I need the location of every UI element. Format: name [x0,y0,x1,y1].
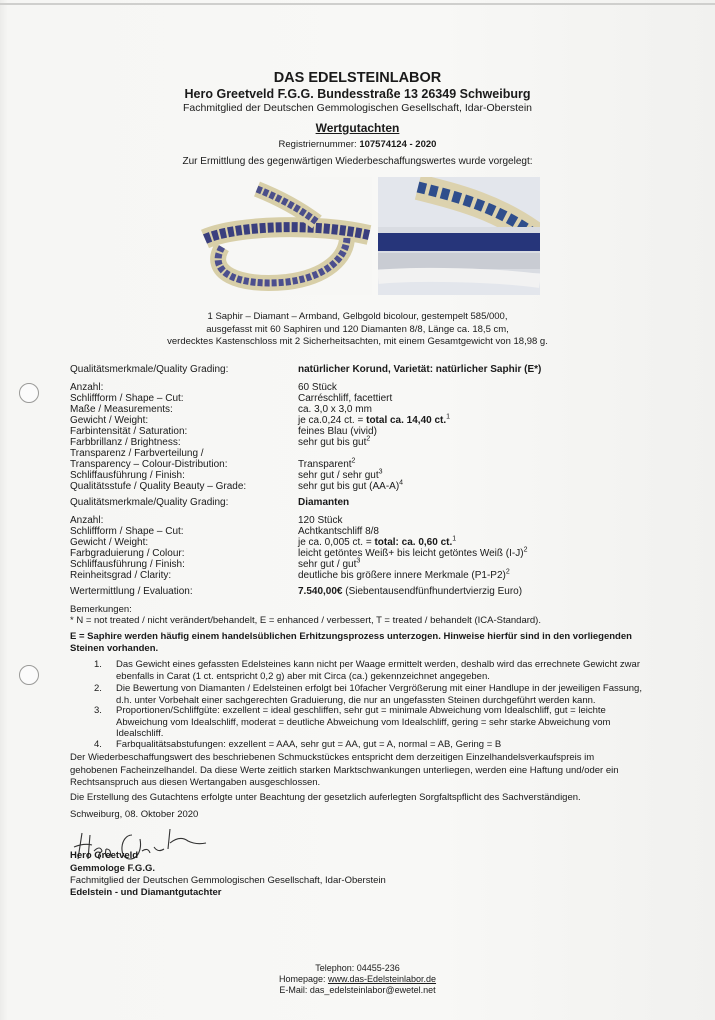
field-label: Schliffausführung / Finish: [70,470,185,481]
field-value [298,548,527,559]
footer-homepage [0,974,715,984]
evaluation-amount: 7.540,00€ [298,586,343,597]
value-text: sehr gut / sehr gut [298,470,379,481]
sapphire-grading-value: natürlicher Korund, Varietät: natürlicher Saphir (E*) [298,364,542,375]
field-label: Maße / Measurements: [70,404,173,415]
footnote-text: Proportionen/Schliffgüte: exzellent = ideal geschliffen, sehr gut = minimale Abweichung vom Idealschliff, gut = leichte [116,705,606,716]
diligence-statement: Die Erstellung des Gutachtens erfolgte unter Beachtung der gesetzlich auferlegten Sorgfaltspflicht des Sachverständigen. [70,792,581,803]
footnote-ref: 2 [366,435,371,443]
footnote-text: Abweichung vom Idealschliff, moderat = deutliche Abweichung vom Idealschliff, gering = sehr starke Abweichung vom [116,716,611,728]
punch-hole [19,665,39,685]
footnote-ref: 4 [399,479,404,487]
field-label: Gewicht / Weight: [70,415,149,426]
bracelet-photo-full [197,177,372,295]
field-label: Anzahl: [70,515,104,526]
signer-role: Edelstein - und Diamantgutachter [70,887,222,898]
field-value: feines Blau (vivid) [298,426,377,437]
field-label: Schliffausführung / Finish: [70,559,185,570]
field-label: Schliffform / Shape – Cut: [70,393,184,404]
evaluation-label: Wertermittlung / Evaluation: [70,586,193,597]
footnote-ref: 3 [356,557,361,565]
footnote-text: Farbqualitätsabstufungen: exzellent = AAA, sehr gut = AA, gut = A, normal = AB, Gering = B [116,739,502,750]
field-label: Gewicht / Weight: [70,537,149,548]
field-value: ca. 3,0 x 3,0 mm [298,404,372,415]
footnote-ref: 2 [523,546,528,554]
lab-address: Hero Greetveld F.G.G. Bundesstraße 13 26349 Schweiburg [184,87,531,101]
punch-hole [19,383,39,403]
footnote-number: 2. [94,683,102,694]
treatment-note: E = Saphire werden häufig einem handelsüblichen Erhitzungsprozess unterzogen. Hinweise hierfür sind in den vorliegenden [70,631,632,642]
field-value [298,470,383,481]
footnote-text: Das Gewicht eines gefassten Edelsteines kann nicht per Waage ermittelt werden, deshalb wird das errechnete Gewicht zwar [116,659,640,670]
footnote-text: ebenfalls in Carat (1 ct. entspricht 0,2 g) aber mit Circa (ca.) gekennzeichnet angegeben. [116,670,490,682]
description-line: 1 Saphir – Diamant – Armband, Gelbgold bicolour, gestempelt 585/000, [207,311,508,322]
value-text: sehr gut bis gut [298,437,367,448]
weight-each: je ca.0,24 ct. = [298,415,367,426]
bracelet-photo-closeup [378,177,540,295]
treatment-note-cont: Steinen vorhanden. [70,643,159,654]
field-value: Achtkantschliff 8/8 [298,526,379,537]
field-value: Carréschliff, facettiert [298,393,393,404]
treatment-legend: * N = not treated / nicht verändert/behandelt, E = enhanced / verbessert, T = treated / behandelt (ICA-Standard). [70,615,541,626]
weight-total: total: ca. 0,60 ct. [374,537,453,548]
lab-membership: Fachmitglied der Deutschen Gemmologischen Gesellschaft, Idar-Oberstein [183,102,532,114]
diamond-grading-value: Diamanten [298,497,350,508]
intro-text: Zur Ermittlung des gegenwärtigen Wiederbeschaffungswertes wurde vorgelegt: [182,156,533,167]
value-text: sehr gut / gut [298,559,357,570]
sapphire-grading-label: Qualitätsmerkmale/Quality Grading: [70,364,229,375]
field-value: 120 Stück [298,515,343,526]
homepage-link[interactable]: www.das-Edelsteinlabor.de [327,974,437,984]
field-value [298,459,355,470]
remarks-title: Bemerkungen: [70,604,132,615]
field-label: Reinheitsgrad / Clarity: [70,570,172,581]
field-label: Qualitätsstufe / Quality Beauty – Grade: [70,481,247,492]
field-value [298,559,360,570]
footer-email: E-Mail: das_edelsteinlabor@ewetel.net [279,985,436,995]
description-line: verdecktes Kastenschloss mit 2 Sicherheitsachten, mit einem Gesamtgewicht von 18,98 g. [167,336,548,347]
footnote-text: d.h. unter Vorbehalt einer sachgerechten Graduierung, die nur an ungefassten Steinen durchgeführt werden kann. [116,694,596,706]
disclaimer [70,752,690,790]
field-label: Transparency – Colour-Distribution: [70,459,228,470]
footnote-ref: 3 [378,468,383,476]
field-label: Schliffform / Shape – Cut: [70,526,184,537]
field-label: Anzahl: [70,382,104,393]
evaluation-value [298,586,522,597]
registration-value: 107574124 - 2020 [359,139,437,150]
footnote-text: Die Bewertung von Diamanten / Edelsteinen erfolgt bei 10facher Vergrößerung mit einer Handlupe in der jeweiligen Fassung, [116,683,642,694]
registration-label: Registriernummer: [278,139,360,150]
footnote-ref: 2 [351,457,356,465]
field-value [298,570,510,581]
signer-title: Gemmologe F.G.G. [70,863,155,874]
field-value [298,481,403,492]
footer-phone: Telephon: 04455-236 [315,963,400,973]
disclaimer-line: gehobenen Facheinzelhandel. Da diese Werte zeitlich starken Marktschwankungen unterliegen, werden eine Haftung und/oder ein [70,764,619,776]
footnote-number: 4. [94,739,102,750]
evaluation-words: (Siebentausendfünfhundertvierzig Euro) [342,586,523,597]
item-description [0,311,715,349]
field-value [298,437,370,448]
weight-each: je ca. 0,005 ct. = [298,537,375,548]
field-value: 60 Stück [298,382,337,393]
footnote-ref: 1 [446,413,451,421]
field-label: Farbgraduierung / Colour: [70,548,185,559]
footnote-ref: 1 [452,535,457,543]
field-label: Farbintensität / Saturation: [70,426,188,437]
field-value [298,415,450,426]
document-title: Wertgutachten [315,121,400,135]
footnote-text: Idealschliff. [116,728,164,739]
disclaimer-line: Rechtsanspruch aus diesen Wertangaben ausgeschlossen. [70,777,321,788]
place-date: Schweiburg, 08. Oktober 2020 [70,809,199,820]
field-value [298,537,456,548]
lab-name: DAS EDELSTEINLABOR [273,70,442,86]
footnote-number: 1. [94,659,102,670]
value-text: sehr gut bis gut (AA-A) [298,481,400,492]
value-text: Transparent [298,459,352,470]
homepage-label: Homepage: [278,974,328,984]
scan-edge-line [0,3,715,5]
footnote-number: 3. [94,705,102,716]
signer-name: Hero Greetveld [70,850,139,861]
diamond-grading-label: Qualitätsmerkmale/Quality Grading: [70,497,229,508]
description-line: ausgefasst mit 60 Saphiren und 120 Diamanten 8/8, Länge ca. 18,5 cm, [206,323,509,335]
registration-number [0,139,715,150]
field-label: Farbbrillanz / Brightness: [70,437,181,448]
disclaimer-line: Der Wiederbeschaffungswert des beschriebenen Schmuckstückes entspricht dem derzeitigen Einzelhandelsverkaufspreis im [70,752,595,763]
value-text: deutliche bis größere innere Merkmale (P1-P2) [298,570,506,581]
signer-membership: Fachmitglied der Deutschen Gemmologischen Gesellschaft, Idar-Oberstein [70,875,386,886]
weight-total: total ca. 14,40 ct. [366,415,447,426]
value-text: leicht getöntes Weiß+ bis leicht getöntes Weiß (I-J) [298,548,524,559]
field-label: Transparenz / Farbverteilung / [70,448,204,459]
footnote-ref: 2 [505,568,510,576]
